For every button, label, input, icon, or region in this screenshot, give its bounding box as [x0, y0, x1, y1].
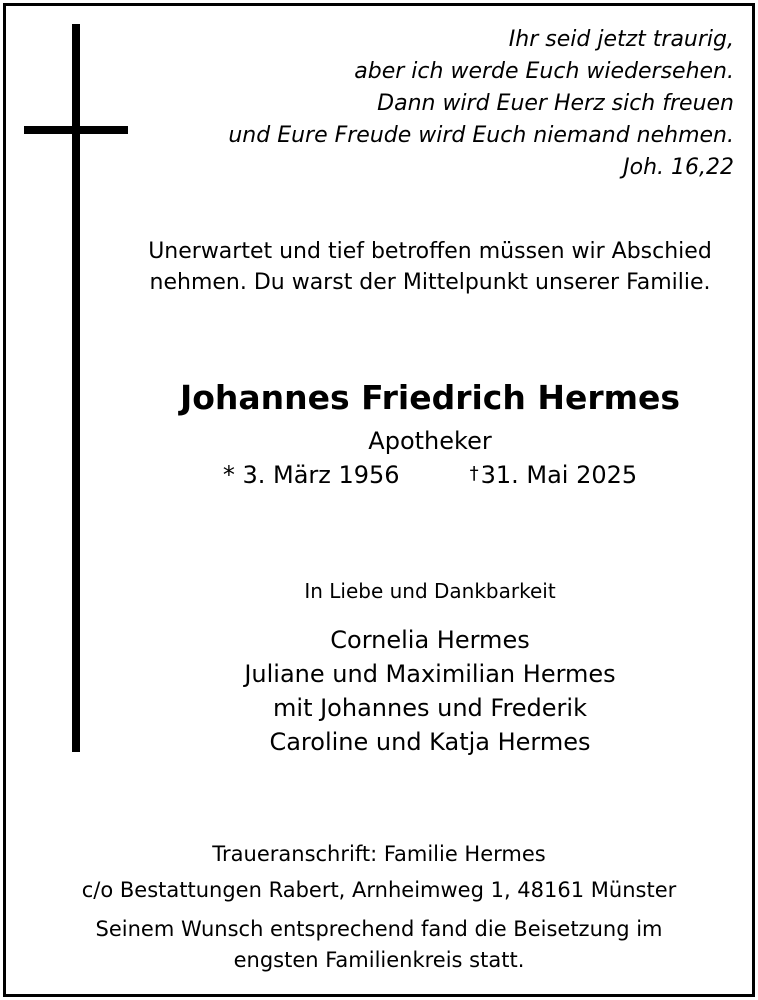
note-line: Seinem Wunsch entsprechend fand die Beisetzung im — [95, 917, 663, 941]
deceased-name: Johannes Friedrich Hermes — [179, 378, 681, 417]
quote-line: Dann wird Euer Herz sich freuen — [377, 91, 734, 116]
quote-line: und Eure Freude wird Euch niemand nehmen. — [228, 123, 734, 148]
life-dates — [110, 458, 750, 491]
mourner-line: mit Johannes und Frederik — [273, 694, 587, 722]
birth-date: * 3. März 1956 — [222, 461, 400, 489]
bible-quote — [174, 24, 734, 184]
mourners-intro: In Liebe und Dankbarkeit — [304, 579, 556, 603]
death-date: 31. Mai 2025 — [480, 461, 638, 489]
intro-line: Unerwartet und tief betroffen müssen wir Abschied — [148, 239, 712, 264]
dagger-icon: † — [469, 463, 479, 484]
intro-line: nehmen. Du warst der Mittelpunkt unserer Familie. — [149, 270, 711, 295]
quote-reference: Joh. 16,22 — [623, 155, 734, 180]
mourner-line: Juliane und Maximilian Hermes — [244, 660, 616, 688]
mourner-line: Cornelia Hermes — [330, 626, 530, 654]
quote-line: Ihr seid jetzt traurig, — [508, 27, 734, 52]
deceased-profession: Apotheker — [368, 427, 492, 455]
address-line: c/o Bestattungen Rabert, Arnheimweg 1, 48161 Münster — [81, 878, 677, 902]
cross-icon-horizontal-bar — [24, 126, 128, 134]
mourning-address — [0, 836, 758, 908]
note-line: engsten Familienkreis statt. — [233, 948, 525, 972]
mourners-list — [110, 623, 750, 759]
mourner-line: Caroline und Katja Hermes — [269, 728, 591, 756]
address-line: Traueranschrift: Familie Hermes — [212, 842, 546, 866]
burial-note — [0, 914, 758, 976]
intro-text — [110, 236, 750, 298]
quote-line: aber ich werde Euch wiedersehen. — [354, 59, 734, 84]
